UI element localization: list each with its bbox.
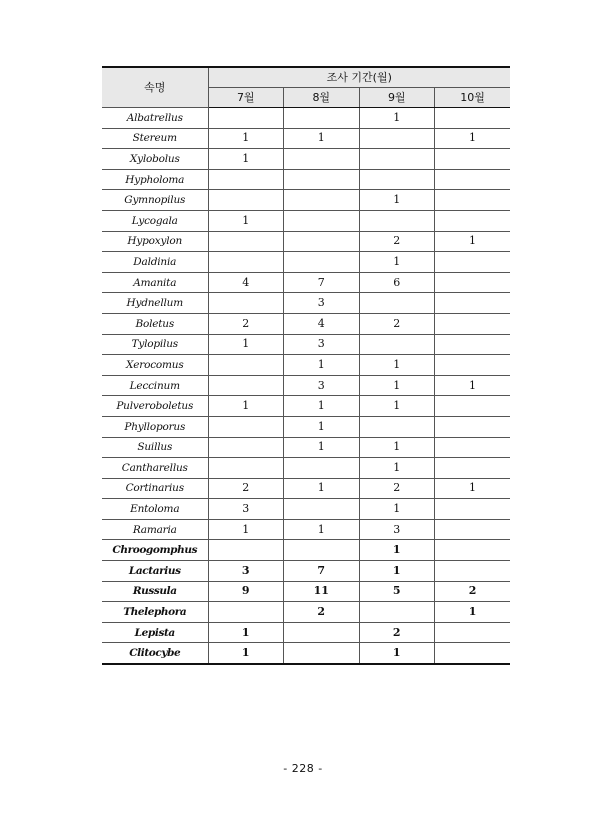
count-cell-m9: 2 <box>359 231 435 252</box>
month-header-10: 10월 <box>435 88 511 108</box>
count-cell-m8 <box>284 622 360 643</box>
count-cell-m7: 1 <box>208 643 284 664</box>
count-cell-m7: 1 <box>208 334 284 355</box>
count-cell-m7 <box>208 108 284 129</box>
count-cell-m10 <box>435 293 511 314</box>
count-cell-m7: 1 <box>208 128 284 149</box>
table-row <box>102 334 510 355</box>
count-cell-m9: 1 <box>359 540 435 561</box>
genus-column-header: 속명 <box>102 67 208 108</box>
count-cell-m9: 2 <box>359 313 435 334</box>
table-row <box>102 622 510 643</box>
month-header-8: 8월 <box>284 88 360 108</box>
count-cell-m9: 1 <box>359 252 435 273</box>
count-cell-m7: 4 <box>208 272 284 293</box>
genus-cell: Boletus <box>102 313 208 334</box>
table-row <box>102 519 510 540</box>
genus-cell: Russula <box>102 581 208 602</box>
count-cell-m7: 1 <box>208 149 284 170</box>
count-cell-m7: 3 <box>208 561 284 582</box>
count-cell-m8: 1 <box>284 128 360 149</box>
genus-cell: Albatrellus <box>102 108 208 129</box>
count-cell-m8 <box>284 169 360 190</box>
count-cell-m7: 1 <box>208 622 284 643</box>
count-cell-m9: 1 <box>359 458 435 479</box>
genus-cell: Daldinia <box>102 252 208 273</box>
count-cell-m9: 1 <box>359 375 435 396</box>
count-cell-m9: 1 <box>359 437 435 458</box>
genus-cell: Gymnopilus <box>102 190 208 211</box>
table-row <box>102 540 510 561</box>
count-cell-m7 <box>208 540 284 561</box>
table-row <box>102 581 510 602</box>
genus-cell: Pulveroboletus <box>102 396 208 417</box>
count-cell-m9: 1 <box>359 190 435 211</box>
count-cell-m9 <box>359 416 435 437</box>
count-cell-m7: 9 <box>208 581 284 602</box>
count-cell-m7 <box>208 602 284 623</box>
count-cell-m8 <box>284 540 360 561</box>
count-cell-m7 <box>208 252 284 273</box>
count-cell-m8 <box>284 252 360 273</box>
genus-cell: Phylloporus <box>102 416 208 437</box>
table-row <box>102 478 510 499</box>
table-row <box>102 108 510 129</box>
count-cell-m7 <box>208 231 284 252</box>
count-cell-m10 <box>435 458 511 479</box>
count-cell-m10 <box>435 519 511 540</box>
count-cell-m8 <box>284 458 360 479</box>
count-cell-m8: 1 <box>284 355 360 376</box>
month-header-9: 9월 <box>359 88 435 108</box>
count-cell-m10: 2 <box>435 581 511 602</box>
count-cell-m10 <box>435 149 511 170</box>
genus-cell: Tylopilus <box>102 334 208 355</box>
table-row <box>102 375 510 396</box>
count-cell-m9: 1 <box>359 108 435 129</box>
table-row <box>102 437 510 458</box>
count-cell-m8 <box>284 499 360 520</box>
count-cell-m7: 3 <box>208 499 284 520</box>
genus-cell: Lactarius <box>102 561 208 582</box>
genus-survey-table <box>102 66 510 665</box>
count-cell-m7: 2 <box>208 478 284 499</box>
count-cell-m10 <box>435 252 511 273</box>
table-row <box>102 128 510 149</box>
count-cell-m7 <box>208 375 284 396</box>
table-row <box>102 252 510 273</box>
count-cell-m8 <box>284 210 360 231</box>
table-row <box>102 149 510 170</box>
count-cell-m8: 1 <box>284 437 360 458</box>
count-cell-m8: 1 <box>284 478 360 499</box>
genus-cell: Ramaria <box>102 519 208 540</box>
table-row <box>102 561 510 582</box>
count-cell-m8: 3 <box>284 334 360 355</box>
count-cell-m8 <box>284 643 360 664</box>
count-cell-m10 <box>435 540 511 561</box>
count-cell-m7 <box>208 437 284 458</box>
genus-cell: Chroogomphus <box>102 540 208 561</box>
count-cell-m9 <box>359 334 435 355</box>
table-row <box>102 355 510 376</box>
count-cell-m10 <box>435 437 511 458</box>
page-number: - 228 - <box>283 762 323 775</box>
count-cell-m8: 3 <box>284 293 360 314</box>
count-cell-m9: 3 <box>359 519 435 540</box>
count-cell-m8 <box>284 149 360 170</box>
count-cell-m8 <box>284 190 360 211</box>
table-row <box>102 231 510 252</box>
genus-cell: Xerocomus <box>102 355 208 376</box>
count-cell-m7 <box>208 190 284 211</box>
count-cell-m9 <box>359 293 435 314</box>
count-cell-m9 <box>359 149 435 170</box>
table-row <box>102 169 510 190</box>
count-cell-m8: 7 <box>284 272 360 293</box>
count-cell-m8: 11 <box>284 581 360 602</box>
count-cell-m8: 3 <box>284 375 360 396</box>
count-cell-m10 <box>435 108 511 129</box>
table-row <box>102 416 510 437</box>
count-cell-m7 <box>208 458 284 479</box>
genus-cell: Lepista <box>102 622 208 643</box>
count-cell-m9: 1 <box>359 643 435 664</box>
count-cell-m9 <box>359 169 435 190</box>
table-row <box>102 293 510 314</box>
count-cell-m10 <box>435 210 511 231</box>
genus-cell: Xylobolus <box>102 149 208 170</box>
count-cell-m9 <box>359 128 435 149</box>
count-cell-m10: 1 <box>435 602 511 623</box>
count-cell-m7: 1 <box>208 396 284 417</box>
count-cell-m9: 1 <box>359 561 435 582</box>
genus-cell: Leccinum <box>102 375 208 396</box>
genus-cell: Hypholoma <box>102 169 208 190</box>
table-body <box>102 108 510 665</box>
count-cell-m8: 1 <box>284 519 360 540</box>
survey-period-header: 조사 기간(월) <box>208 67 510 88</box>
count-cell-m10 <box>435 396 511 417</box>
count-cell-m10 <box>435 499 511 520</box>
count-cell-m8 <box>284 231 360 252</box>
genus-cell: Clitocybe <box>102 643 208 664</box>
table-row <box>102 313 510 334</box>
table-row <box>102 499 510 520</box>
count-cell-m7 <box>208 416 284 437</box>
count-cell-m9: 2 <box>359 622 435 643</box>
count-cell-m9: 6 <box>359 272 435 293</box>
genus-cell: Stereum <box>102 128 208 149</box>
count-cell-m10 <box>435 169 511 190</box>
count-cell-m9 <box>359 210 435 231</box>
table-row <box>102 272 510 293</box>
count-cell-m10 <box>435 190 511 211</box>
genus-cell: Hypoxylon <box>102 231 208 252</box>
count-cell-m10 <box>435 313 511 334</box>
count-cell-m10 <box>435 416 511 437</box>
count-cell-m10 <box>435 355 511 376</box>
table-row <box>102 210 510 231</box>
count-cell-m10: 1 <box>435 128 511 149</box>
count-cell-m9: 2 <box>359 478 435 499</box>
genus-cell: Thelephora <box>102 602 208 623</box>
count-cell-m9: 5 <box>359 581 435 602</box>
genus-cell: Amanita <box>102 272 208 293</box>
count-cell-m7 <box>208 293 284 314</box>
genus-cell: Entoloma <box>102 499 208 520</box>
count-cell-m8: 2 <box>284 602 360 623</box>
count-cell-m8: 1 <box>284 416 360 437</box>
count-cell-m10: 1 <box>435 375 511 396</box>
count-cell-m8: 4 <box>284 313 360 334</box>
count-cell-m10 <box>435 334 511 355</box>
table-row <box>102 458 510 479</box>
table-row <box>102 190 510 211</box>
count-cell-m8: 1 <box>284 396 360 417</box>
count-cell-m10 <box>435 561 511 582</box>
count-cell-m7 <box>208 169 284 190</box>
count-cell-m10 <box>435 272 511 293</box>
count-cell-m8 <box>284 108 360 129</box>
count-cell-m7: 1 <box>208 519 284 540</box>
table-row <box>102 396 510 417</box>
count-cell-m9: 1 <box>359 499 435 520</box>
genus-cell: Lycogala <box>102 210 208 231</box>
count-cell-m9: 1 <box>359 396 435 417</box>
count-cell-m10 <box>435 643 511 664</box>
genus-cell: Cortinarius <box>102 478 208 499</box>
table-row <box>102 602 510 623</box>
count-cell-m10 <box>435 622 511 643</box>
count-cell-m10: 1 <box>435 231 511 252</box>
count-cell-m9 <box>359 602 435 623</box>
genus-cell: Suillus <box>102 437 208 458</box>
count-cell-m7: 1 <box>208 210 284 231</box>
table-row <box>102 643 510 664</box>
count-cell-m7 <box>208 355 284 376</box>
count-cell-m7: 2 <box>208 313 284 334</box>
genus-cell: Hydnellum <box>102 293 208 314</box>
count-cell-m10: 1 <box>435 478 511 499</box>
month-header-7: 7월 <box>208 88 284 108</box>
count-cell-m8: 7 <box>284 561 360 582</box>
genus-cell: Cantharellus <box>102 458 208 479</box>
count-cell-m9: 1 <box>359 355 435 376</box>
